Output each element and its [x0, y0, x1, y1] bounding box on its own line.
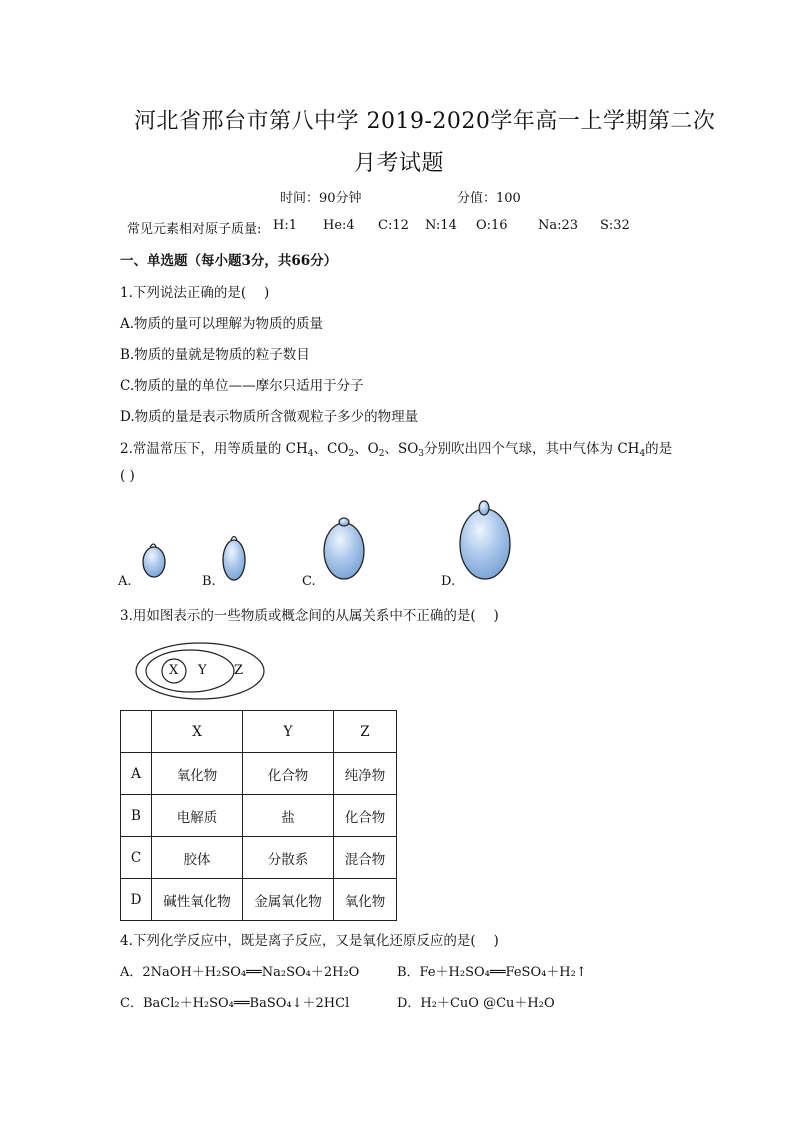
- exam-time: 时间：90分钟: [280, 191, 362, 206]
- table-header-cell: Z: [334, 711, 397, 753]
- exam-title-line2: 月考试题: [354, 151, 445, 176]
- q2-paren: ( ): [120, 468, 135, 484]
- q1-option-b: B.物质的量就是物质的粒子数目: [120, 347, 310, 363]
- table-cell: 化合物: [243, 753, 334, 795]
- table-header-cell: [121, 711, 152, 753]
- balloon-d: [460, 501, 510, 579]
- table-row: [121, 753, 397, 795]
- exam-score: 分值：100: [457, 191, 521, 206]
- exam-title-line1: 河北省邢台市第八中学 2019-2020学年高一上学期第二次: [134, 109, 716, 134]
- q2-label-d: D.: [441, 574, 456, 589]
- table-cell: 混合物: [334, 837, 397, 879]
- atomic-mass-he: He:4: [323, 218, 355, 233]
- table-cell: 金属氧化物: [243, 879, 334, 921]
- table-header-row: [121, 711, 397, 753]
- q2-label-a: A.: [118, 574, 132, 589]
- atomic-mass-na: Na:23: [538, 218, 579, 233]
- table-cell: 氧化物: [152, 753, 243, 795]
- atomic-mass-c: C:12: [378, 218, 409, 233]
- atomic-mass-h: H:1: [273, 218, 297, 233]
- table-cell: 胶体: [152, 837, 243, 879]
- q1-option-d: D.物质的量是表示物质所含微观粒子多少的物理量: [120, 409, 419, 425]
- table-cell: 化合物: [334, 795, 397, 837]
- q4-option-a: A．2NaOH＋H₂SO₄══Na₂SO₄＋2H₂O: [120, 965, 360, 980]
- table-cell: D: [121, 879, 152, 921]
- balloon-c: [324, 518, 364, 579]
- atomic-mass-label: 常见元素相对原子质量:: [127, 222, 262, 237]
- q4-option-c: C．BaCl₂＋H₂SO₄══BaSO₄↓＋2HCl: [120, 996, 350, 1011]
- q3-stem: 3.用如图表示的一些物质或概念间的从属关系中不正确的是( ): [120, 608, 499, 624]
- venn-label-x: X: [169, 663, 179, 678]
- section-heading: 一、单选题（每小题3分，共66分）: [120, 253, 338, 269]
- q2-balloons-figure: [110, 498, 530, 590]
- venn-label-z: Z: [234, 663, 244, 678]
- atomic-mass-s: S:32: [600, 218, 630, 233]
- q2-label-b: B.: [202, 574, 216, 589]
- q2-stem: 2.常温常压下，用等质量的 $CH_4$、$CO_2$、$O_2$、$SO_3$分别吹出四个气球，其中气体为 $CH_4$的是: [120, 441, 673, 459]
- table-row: [121, 837, 397, 879]
- q4-option-b: B．Fe＋H₂SO₄══FeSO₄＋H₂↑: [397, 965, 587, 980]
- table-row: [121, 795, 397, 837]
- venn-y-ellipse: [146, 650, 234, 692]
- atomic-mass-o: O:16: [476, 218, 508, 233]
- atomic-mass-n: N:14: [425, 218, 457, 233]
- venn-label-y: Y: [198, 663, 207, 678]
- table-cell: B: [121, 795, 152, 837]
- table-cell: A: [121, 753, 152, 795]
- table-cell: 分散系: [243, 837, 334, 879]
- table-header-cell: X: [152, 711, 243, 753]
- table-header-cell: Y: [243, 711, 334, 753]
- q3-options-table: [120, 710, 397, 921]
- table-row: [121, 879, 397, 921]
- table-cell: 纯净物: [334, 753, 397, 795]
- q4-option-d: D．H₂＋CuO @Cu＋H₂O: [397, 996, 555, 1011]
- table-cell: 碱性氧化物: [152, 879, 243, 921]
- q4-stem: 4.下列化学反应中，既是离子反应，又是氧化还原反应的是( ): [120, 933, 499, 949]
- table-cell: 氧化物: [334, 879, 397, 921]
- balloon-a: [143, 544, 165, 577]
- balloon-b: [223, 537, 245, 581]
- q1-stem: 1.下列说法正确的是( ): [120, 285, 270, 301]
- table-cell: 盐: [243, 795, 334, 837]
- q1-option-c: C.物质的量的单位——摩尔只适用于分子: [120, 378, 364, 394]
- q1-option-a: A.物质的量可以理解为物质的质量: [120, 316, 324, 332]
- table-cell: C: [121, 837, 152, 879]
- table-cell: 电解质: [152, 795, 243, 837]
- q2-label-c: C.: [302, 574, 316, 589]
